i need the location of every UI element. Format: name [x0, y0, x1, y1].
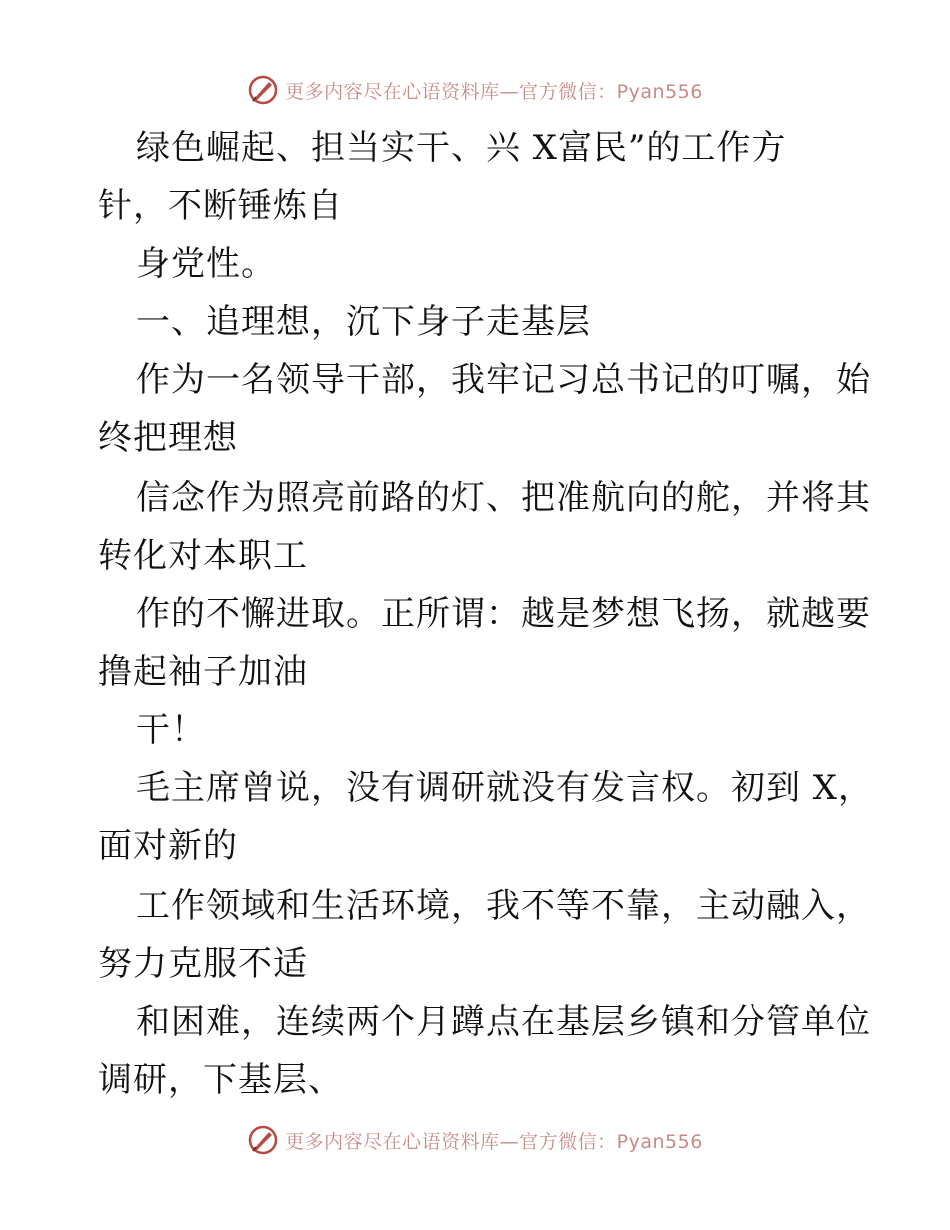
feather-pen-icon: [247, 1124, 279, 1156]
text-line: 作为一名领导干部，我牢记习总书记的叮嘱，始: [136, 360, 871, 400]
banner-text: 更多内容尽在心语资料库—官方微信：Pyan556: [285, 1130, 703, 1153]
text-line: 撸起袖子加油: [98, 652, 308, 692]
text-line: 作的不懈进取。正所谓：越是梦想飞扬，就越要: [136, 594, 871, 634]
footer-banner: [0, 1120, 950, 1160]
text-line: 和困难，连续两个月蹲点在基层乡镇和分管单位: [136, 1002, 871, 1042]
text-line: 工作领域和生活环境，我不等不靠，主动融入，: [136, 886, 871, 926]
text-line: 面对新的: [98, 826, 238, 866]
text-line: 针，不断锤炼自: [98, 186, 343, 226]
text-line: 努力克服不适: [98, 944, 308, 984]
text-line: 身党性。: [136, 244, 276, 284]
text-line: 调研，下基层、: [98, 1060, 343, 1100]
banner-text: 更多内容尽在心语资料库—官方微信：Pyan556: [285, 80, 703, 103]
text-line: 绿色崛起、担当实干、兴 X富民”的工作方: [136, 128, 787, 168]
text-line: 毛主席曾说，没有调研就没有发言权。初到 X，: [136, 768, 874, 808]
text-line: 转化对本职工: [98, 536, 308, 576]
section-heading: 一、追理想，沉下身子走基层: [136, 302, 591, 342]
text-line: 终把理想: [98, 418, 238, 458]
text-line: 干！: [136, 710, 206, 750]
text-line: 信念作为照亮前路的灯、把准航向的舵，并将其: [136, 478, 871, 518]
